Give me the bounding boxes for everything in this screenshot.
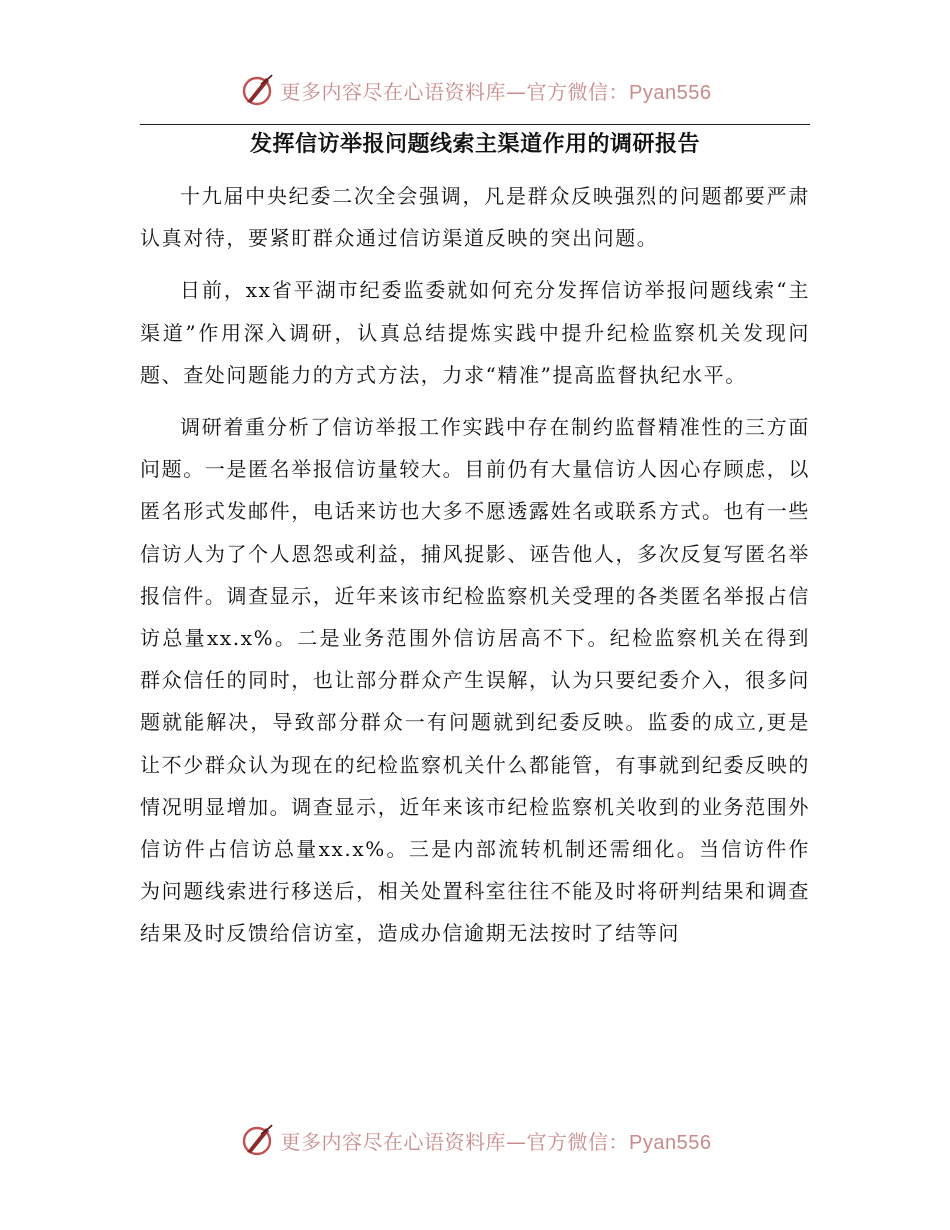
banner-text: 更多内容尽在心语资料库—官方微信：Pyan556: [280, 79, 712, 104]
paragraph-3: 调研着重分析了信访举报工作实践中存在制约监督精准性的三方面问题。一是匿名举报信访量较大。目前仍有大量信访人因心存顾虑，以匿名形式发邮件，电话来访也大多不愿透露姓名或联系方式。也有一些信访人为了个人恩怨或利益，捕风捉影、诬告他人，多次反复写匿名举报信件。调查显示，近年来该市纪检监察机关受理的各类匿名举报占信访总量xx.x%。二是业务范围外信访居高不下。纪检监察机关在得到群众信任的同时，也让部分群众产生误解，认为只要纪委介入，很多问题就能解决，导致部分群众一有问题就到纪委反映。监委的成立,更是让不少群众认为现在的纪检监察机关什么都能管，有事就到纪委反映的情况明显增加。调查显示，近年来该市纪检监察机关收到的业务范围外信访件占信访总量xx.x%。三是内部流转机制还需细化。当信访件作为问题线索进行移送后，相关处置科室往往不能及时将研判结果和调查结果及时反馈给信访室，造成办信逾期无法按时了结等问: [140, 415, 810, 946]
footer-banner: [0, 1118, 950, 1162]
paragraph-1: 十九届中央纪委二次全会强调，凡是群众反映强烈的问题都要严肃认真对待，要紧盯群众通过信访渠道反映的突出问题。: [140, 184, 810, 251]
document-body: [140, 175, 810, 965]
header-banner: [0, 68, 950, 112]
header-rule: [140, 124, 810, 125]
wechat-handle: Pyan556: [629, 1131, 712, 1154]
quill-pen-circle-icon: [239, 1122, 275, 1158]
banner-text: 更多内容尽在心语资料库—官方微信：Pyan556: [280, 1129, 712, 1154]
paragraph-2: 日前，xx省平湖市纪委监委就如何充分发挥信访举报问题线索“主渠道”作用深入调研，认真总结提炼实践中提升纪检监察机关发现问题、查处问题能力的方式方法，力求“精准”提高监督执纪水平。: [140, 278, 810, 387]
wechat-handle: Pyan556: [629, 81, 712, 104]
document-title: 发挥信访举报问题线索主渠道作用的调研报告: [249, 132, 700, 157]
quill-pen-circle-icon: [239, 72, 275, 108]
